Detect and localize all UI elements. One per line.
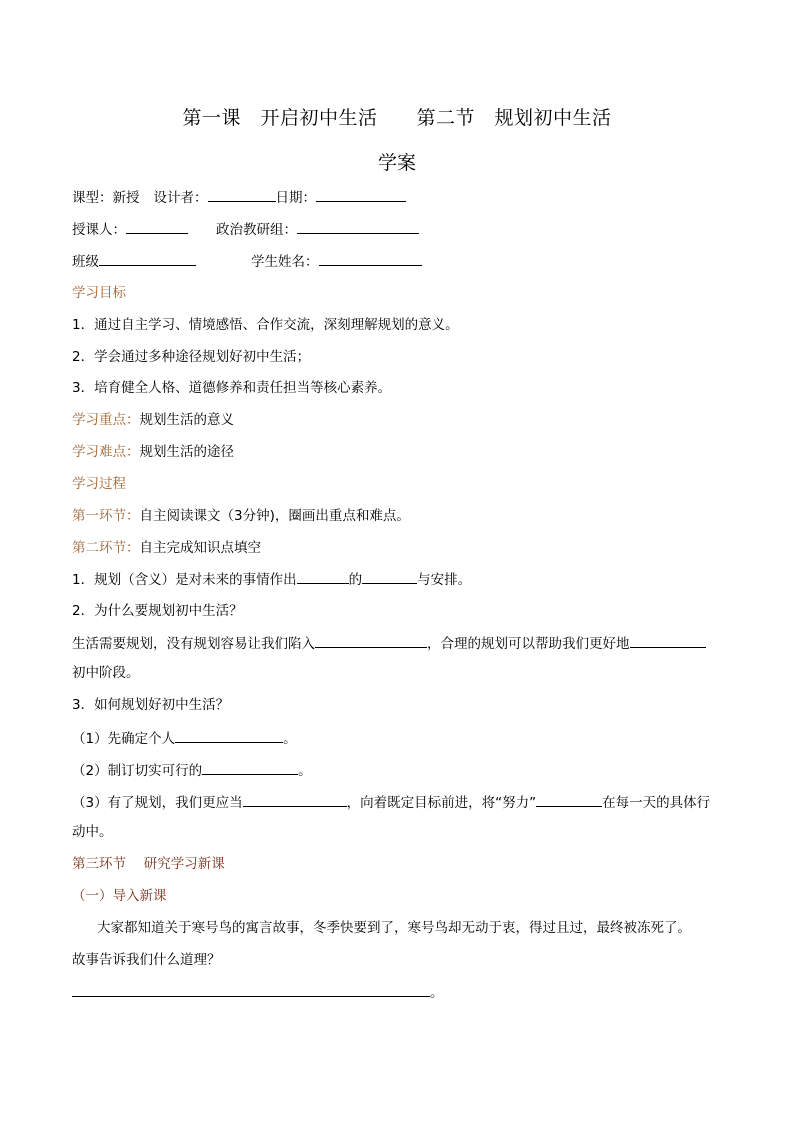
question-3: 3．如何规划好初中生活？ [72,697,230,713]
question-3-3-blank-1[interactable] [243,792,347,807]
group-label: 政治教研组： [216,222,297,238]
page-subtitle: 学案 [377,152,416,174]
step1-label: 第一环节： [72,508,140,524]
student-name-label: 学生姓名： [251,254,319,270]
question-3-3-text-b: ，向着既定目标前进，将“努力” [346,795,537,811]
difficulty-text: 规划生活的途径 [139,444,234,460]
question-3-2-end: 。 [298,763,312,779]
step2-label: 第二环节： [72,540,140,556]
group-blank[interactable] [297,219,419,234]
question-2-answer [72,633,706,654]
question-1-text-a: 1．规划（含义）是对未来的事情作出 [72,572,297,588]
question-1-text-c: 与安排。 [417,572,472,588]
step3-heading: 第三环节 研究学习新课 [72,856,225,872]
class-blank[interactable] [99,251,196,266]
question-1 [72,569,471,590]
intro-answer [72,982,444,1003]
step2-line [72,538,261,558]
step2-text: 自主完成知识点填空 [139,540,261,556]
designer-label: 设计者： [153,190,208,206]
question-3-3-text-a: （3）有了规划，我们更应当 [72,795,243,811]
question-3-3-blank-2[interactable] [536,792,602,807]
question-2-text-a: 生活需要规划，没有规划容易让我们陷入 [72,636,315,652]
process-heading: 学习过程 [72,476,126,492]
question-3-2-blank[interactable] [202,760,298,775]
date-label: 日期： [275,190,316,206]
question-2-blank-2[interactable] [630,633,706,648]
question-3-1 [72,728,297,749]
page-title: 第一课 开启初中生活 第二节 规划初中生活 [182,107,612,129]
question-3-3-text-c: 在每一天的具体行 [602,795,711,811]
question-1-blank-2[interactable] [362,569,417,584]
question-3-3 [72,792,710,813]
intro-answer-blank[interactable] [72,982,430,997]
question-2-blank-1[interactable] [315,633,427,648]
intro-heading: （一）导入新课 [72,888,167,904]
objectives-heading: 学习目标 [72,285,126,301]
step1-text: 自主阅读课文（3分钟)，圈画出重点和难点。 [139,508,410,524]
intro-paragraph: 大家都知道关于寒号鸟的寓言故事，冬季快要到了，寒号鸟却无动于衷，得过且过，最终被冻死了。 [97,920,691,936]
question-3-2-text: （2）制订切实可行的 [72,763,203,779]
teacher-label: 授课人： [72,222,126,238]
question-1-blank-1[interactable] [297,569,349,584]
question-3-1-end: 。 [283,731,297,747]
difficulty-line [72,442,234,462]
focus-label: 学习重点： [72,412,140,428]
question-3-1-text: （1）先确定个人 [72,731,176,747]
date-blank[interactable] [316,187,406,202]
question-3-3-cont: 动中。 [72,824,113,840]
question-2-text-b: ，合理的规划可以帮助我们更好地 [427,636,630,652]
designer-blank[interactable] [208,187,276,202]
intro-answer-end: 。 [430,985,444,1001]
student-name-blank[interactable] [319,251,422,266]
question-3-2 [72,760,312,781]
question-1-text-b: 的 [348,572,363,588]
question-2-answer-cont: 初中阶段。 [72,665,140,681]
objective-item-3: 3．培育健全人格、道德修养和责任担当等核心素养。 [72,380,392,396]
focus-text: 规划生活的意义 [139,412,234,428]
teacher-blank[interactable] [126,219,188,234]
info-line-2 [72,219,419,240]
difficulty-label: 学习难点： [72,444,140,460]
objective-item-2: 2．学会通过多种途径规划好初中生活； [72,349,311,365]
class-label: 班级 [72,254,99,270]
question-2: 2．为什么要规划初中生活？ [72,603,243,619]
question-3-1-blank[interactable] [175,728,283,743]
intro-question: 故事告诉我们什么道理？ [72,952,221,968]
objective-item-1: 1．通过自主学习、情境感悟、合作交流，深刻理解规划的意义。 [72,317,459,333]
lesson-type: 课型：新授 [72,190,140,206]
focus-line [72,410,234,430]
info-line-1 [72,187,406,208]
step1-line [72,506,410,526]
info-line-3 [72,251,422,272]
